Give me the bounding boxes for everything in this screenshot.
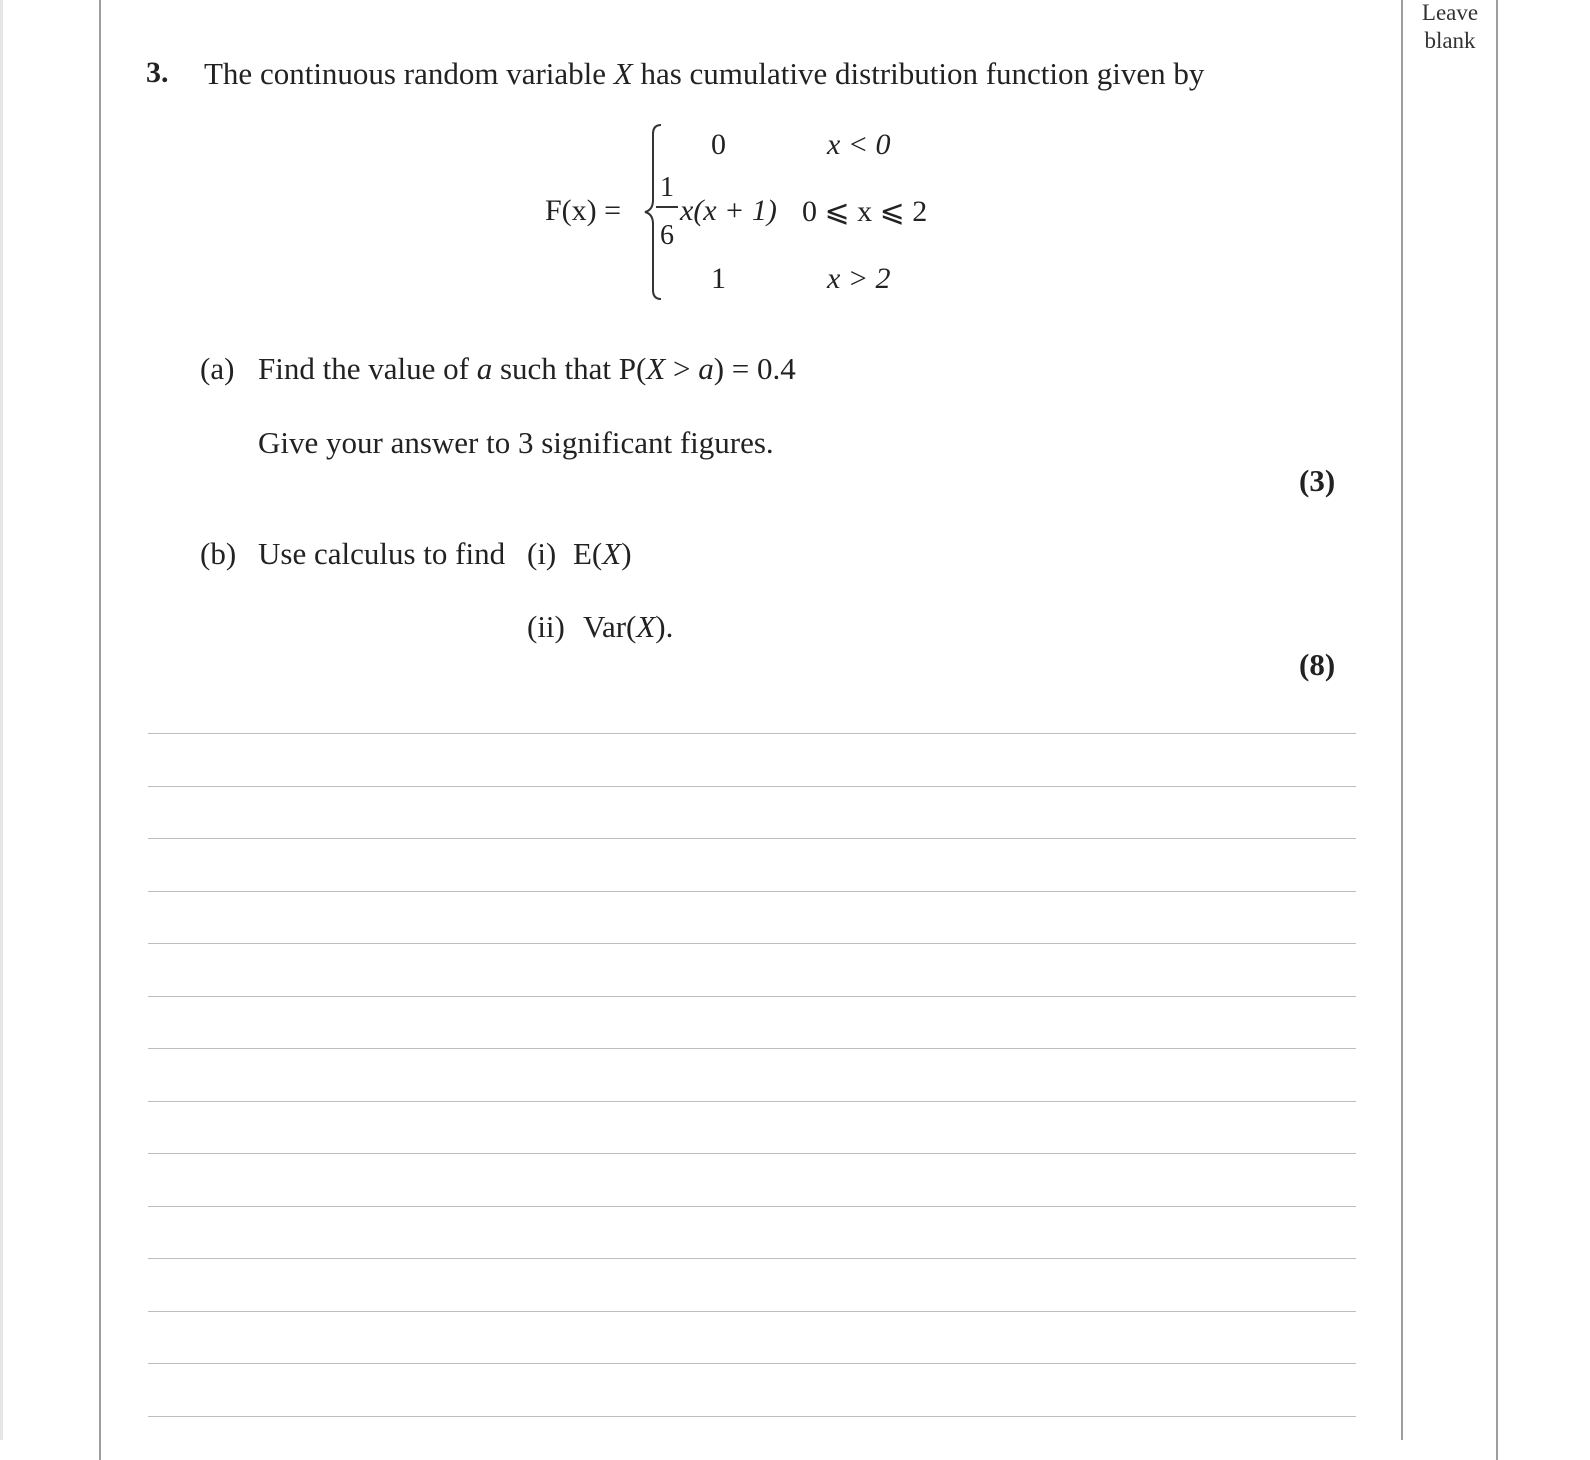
part-a-instruction: Give your answer to 3 significant figures. xyxy=(258,425,774,460)
cdf-lhs-text: F(x) = xyxy=(545,194,622,227)
case3-condition-text: x > 2 xyxy=(827,262,891,295)
case2-condition-text: 0 ⩽ x ⩽ 2 xyxy=(802,195,928,228)
fraction-bar xyxy=(656,206,678,208)
answer-line[interactable] xyxy=(148,943,1356,944)
answer-line[interactable] xyxy=(148,891,1356,892)
blank-text: blank xyxy=(1424,28,1476,53)
leave-blank-label xyxy=(1404,0,1496,55)
part-a-var-a2: a xyxy=(698,351,714,386)
answer-line[interactable] xyxy=(148,1206,1356,1207)
part-a-var-x: X xyxy=(646,351,666,386)
sub-i-var: X xyxy=(602,536,622,571)
part-a-marks: (3) xyxy=(1299,463,1336,498)
sub-ii-text-1: Var( xyxy=(583,609,637,644)
curly-brace xyxy=(641,122,665,302)
answer-line[interactable] xyxy=(148,1258,1356,1259)
leave-text: Leave xyxy=(1421,0,1479,25)
stem-text-after: has cumulative distribution function given by xyxy=(632,56,1205,91)
answer-line[interactable] xyxy=(148,1363,1356,1364)
answer-line[interactable] xyxy=(148,786,1356,787)
part-b-sub-ii-label: (ii) xyxy=(527,609,565,644)
answer-line[interactable] xyxy=(148,838,1356,839)
answer-line[interactable] xyxy=(148,1048,1356,1049)
part-a-question xyxy=(258,351,796,387)
cdf-lhs xyxy=(545,194,621,228)
case3-condition xyxy=(827,262,891,296)
sub-i-text-1: E( xyxy=(573,536,603,571)
sub-i-text-2: ) xyxy=(621,536,632,571)
part-b-sub-i xyxy=(573,536,632,572)
stem-variable: X xyxy=(613,56,633,91)
answer-line[interactable] xyxy=(148,1153,1356,1154)
answer-line[interactable] xyxy=(148,1311,1356,1312)
margin-divider xyxy=(1401,0,1403,1440)
part-a-text-2: such that P( xyxy=(492,351,647,386)
question-number: 3. xyxy=(146,56,169,89)
fraction-denominator: 6 xyxy=(660,220,674,251)
case2-expression-text: x(x + 1) xyxy=(680,194,777,227)
answer-line[interactable] xyxy=(148,1101,1356,1102)
case3-value: 1 xyxy=(711,262,726,295)
part-b-text: Use calculus to find xyxy=(258,536,506,571)
stem-text-before: The continuous random variable xyxy=(204,56,614,91)
case2-expression xyxy=(680,194,777,228)
answer-line[interactable] xyxy=(148,733,1356,734)
question-stem xyxy=(204,56,1204,92)
fraction-numerator: 1 xyxy=(660,172,674,203)
part-b-marks: (8) xyxy=(1299,647,1336,682)
case1-value: 0 xyxy=(711,128,726,161)
part-b-sub-i-label: (i) xyxy=(527,536,557,571)
page-left-edge xyxy=(0,0,3,1440)
sub-ii-var: X xyxy=(636,609,656,644)
part-b-sub-ii xyxy=(583,609,673,645)
part-a-text-3: > xyxy=(665,351,699,386)
case1-condition xyxy=(827,128,891,162)
part-a-text-1: Find the value of xyxy=(258,351,477,386)
page-border xyxy=(99,0,1498,1460)
answer-line[interactable] xyxy=(148,996,1356,997)
part-b-label: (b) xyxy=(200,536,237,571)
answer-line[interactable] xyxy=(148,1416,1356,1417)
case1-condition-text: x < 0 xyxy=(827,128,891,161)
sub-ii-text-2: ). xyxy=(655,609,674,644)
part-a-text-4: ) = 0.4 xyxy=(713,351,796,386)
part-a-label: (a) xyxy=(200,351,235,386)
part-a-var-a: a xyxy=(476,351,493,386)
case2-condition xyxy=(802,194,927,229)
